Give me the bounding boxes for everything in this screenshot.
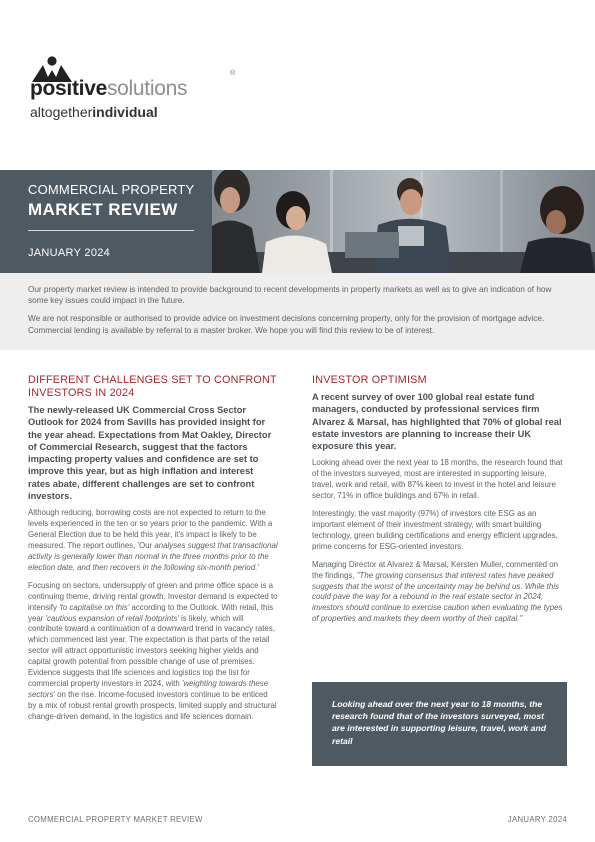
article-paragraph: Focusing on sectors, undersupply of green and prime office space is a continuing theme, driving rental growth. Investor demand is expected to intensify 'to capitalise on this' according to the Outlook. With retail, this year 'cautious expansion of retail footprints' is likely, which will contribute toward a continuation of a downward trend in vacancy rates, which commenced last year. The expectation is that parts of the retail sector will attract opportunistic investors seeking higher yields and capital growth potential from possible change of use of premises. Evidence suggests that life sciences and logistics top the list for commercial property investors in 2024, with 'weighting towards these sectors' on the rise. Income-focused investors continue to be enticed by a mix of robust rental growth prospects, limited supply and structural change-driven demand, in the logistics and life sciences domain. — [28, 580, 278, 721]
article-paragraph: Managing Director at Alvarez & Marsal, Kersten Muller, commented on the findings, "The growing consensus that interest rates have peaked suggests that the worst of the uncertainty may be behind us. While this could pave the way for a rebound in the real estate sector in 2024, investors should continue to exercise caution when evaluating the types of properties and markets they deem worthy of their capital." — [312, 559, 563, 624]
pull-quote-text: Looking ahead over the next year to 18 months, the research found that of the investors surveyed, most are interested in supporting leisure, travel, work and retail — [332, 699, 546, 746]
hero-banner — [0, 170, 595, 273]
footer-publication-title: COMMERCIAL PROPERTY MARKET REVIEW — [28, 815, 203, 824]
brand-logo — [30, 50, 250, 125]
hero-title-panel — [0, 170, 212, 273]
article-heading: INVESTOR OPTIMISM — [312, 374, 427, 386]
disclaimer-paragraph: We are not responsible or authorised to provide advice on investment decisions concerning property, only for the provision of mortgage advice. Commercial lending is available by referral to a master broker. We hope you will find this review to be of interest. — [28, 314, 545, 335]
article-paragraph: Although reducing, borrowing costs are not expected to return to the levels experienced in the ten or so years prior to the pandemic. With a General Election due to be held this year, it's impact is likely to be measured. The report outlines, 'Our analyses suggest that transactional activity is generally lower than normal in the three months prior to the election date, and then recovers in the following six-month period.' — [28, 508, 278, 572]
intro-paragraph: Our property market review is intended to provide background to recent developments in property markets as well as to give an indication of how some key issues could impact in the future. — [28, 285, 552, 306]
brand-wordmark: positivesolutions — [30, 77, 188, 100]
hero-subtitle: COMMERCIAL PROPERTY — [28, 182, 195, 197]
issue-date: JANUARY 2024 — [28, 247, 111, 259]
intro-band — [0, 273, 595, 350]
pull-quote-box — [312, 682, 567, 766]
article-paragraph: Interestingly, the vast majority (97%) of investors cite ESG as an important element of their investment strategy, with smart building technology, green building certifications and energy efficient upgrades, prime concerns for ESG-oriented investors. — [312, 509, 558, 551]
article-lead: A recent survey of over 100 global real estate fund managers, conducted by professional services firm Alvarez & Marsal, has highlighted that 70% of global real estate investors are planning to increase their UK exposure this year. — [312, 392, 562, 452]
hero-divider — [28, 230, 194, 231]
footer-date: JANUARY 2024 — [507, 815, 567, 824]
article-heading: DIFFERENT CHALLENGES SET TO CONFRONT INVESTORS IN 2024 — [28, 374, 277, 399]
page-title: MARKET REVIEW — [28, 200, 178, 219]
article-paragraph: Looking ahead over the next year to 18 months, the research found that of the investors surveyed, most are interested in supporting leisure, travel, work and retail, with 87% keen to invest in the hotel and leisure sector, 71% in office buildings and 67% in retail. — [312, 458, 563, 501]
article-lead: The newly-released UK Commercial Cross Sector Outlook for 2024 from Savills has provided insight for the year ahead. Expectations from Mat Oakley, Director of Commercial Research, suggest that the factors impacting property values and confidence are set to improve this year, but as high inflation and interest rates abate, different challenges are set to confront investors. — [28, 405, 272, 502]
registered-mark: ® — [230, 70, 236, 77]
article-challenges — [28, 374, 278, 730]
brand-tagline: altogetherindividual — [30, 104, 158, 120]
article-investor-optimism — [312, 374, 567, 632]
